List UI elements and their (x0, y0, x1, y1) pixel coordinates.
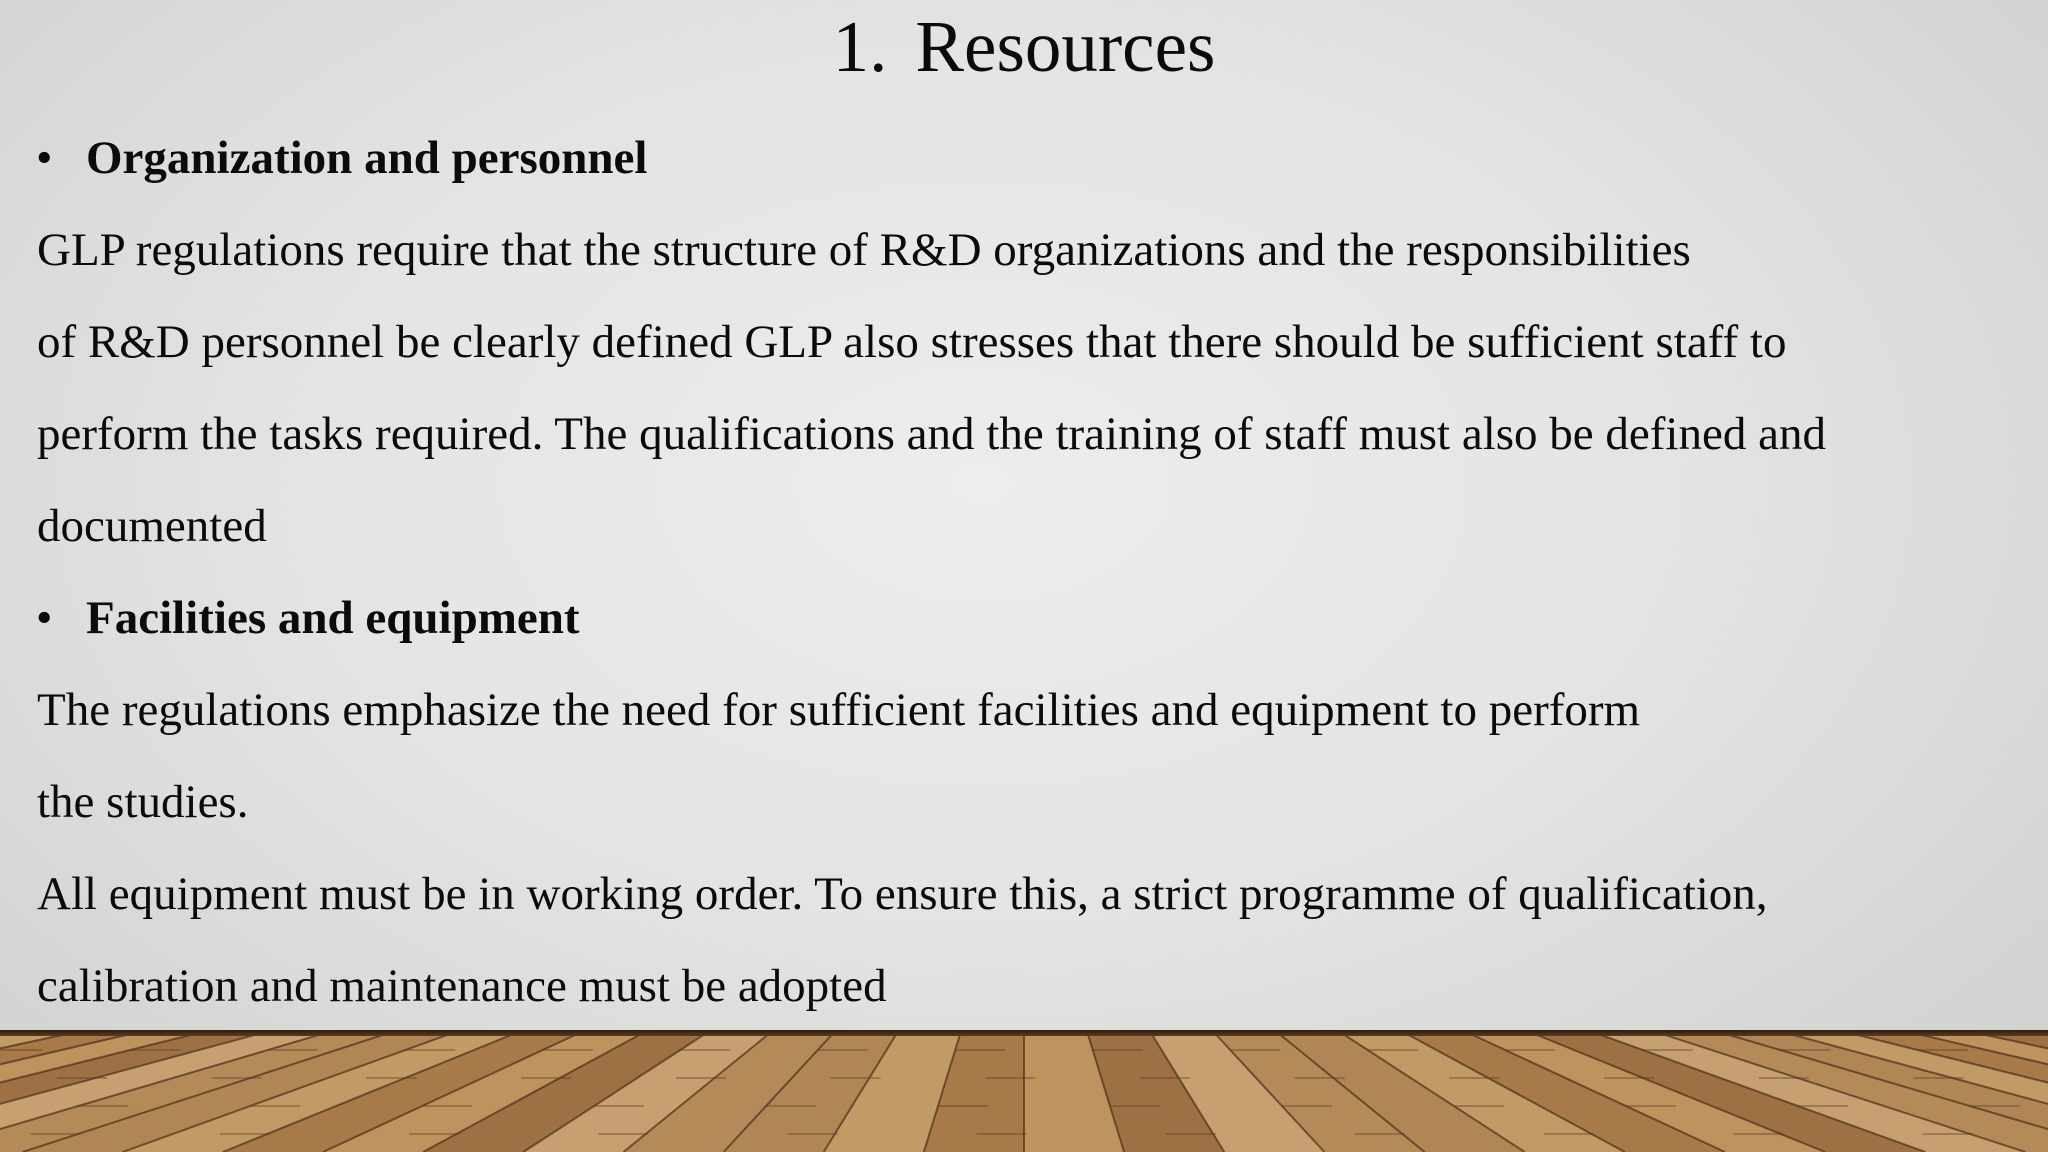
title-text: Resources (915, 6, 1216, 87)
paragraph-line: perform the tasks required. The qualifications and the training of staff must also be defined and (37, 408, 1826, 460)
title-number: 1. (832, 6, 888, 87)
section-heading-facilities (36, 590, 580, 646)
bullet-icon: • (36, 132, 53, 184)
paragraph-line: calibration and maintenance must be adopted (37, 960, 887, 1012)
slide-title (0, 2, 2048, 92)
paragraph-line: documented (37, 500, 267, 552)
paragraph-line: the studies. (37, 776, 249, 828)
wood-planks-graphic (0, 1030, 2048, 1152)
paragraph-line: The regulations emphasize the need for sufficient facilities and equipment to perform (37, 684, 1641, 736)
paragraph-line: GLP regulations require that the structure of R&D organizations and the responsibilities (37, 224, 1691, 276)
bullet-icon: • (36, 592, 53, 644)
section-heading-label: Facilities and equipment (86, 592, 580, 644)
section-heading-label: Organization and personnel (86, 132, 648, 184)
paragraph-line: of R&D personnel be clearly defined GLP also stresses that there should be sufficient staff to (37, 316, 1787, 368)
paragraph-line: All equipment must be in working order. To ensure this, a strict programme of qualification, (37, 868, 1768, 920)
wood-floor-image (0, 1030, 2048, 1152)
section-heading-organization (36, 130, 647, 186)
floor-edge (0, 1030, 2048, 1036)
